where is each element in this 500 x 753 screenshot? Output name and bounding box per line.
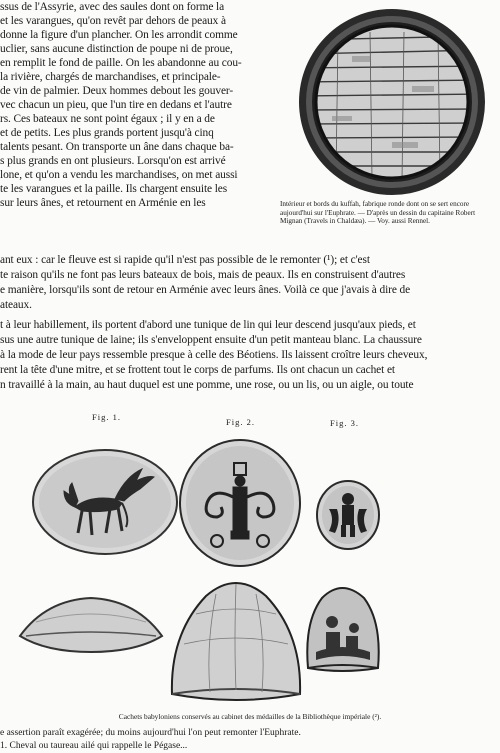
text-line: en remplit le fond de paille. On les abandonne au cou- [0,57,242,69]
text-line: sus une autre tunique de laine; ils s'enveloppent ensuite d'un petit manteau blanc. La chaussure [0,334,422,346]
text-line: ateaux. [0,299,32,311]
text-line: lone, et qu'on a vendu les marchandises, on met aussi [0,169,238,181]
figure-label: Fig. 3. [330,418,359,428]
text-line: et de petits. Les plus grands portent jusqu'à cinq [0,127,214,139]
text-line: à la mode de leur pays ressemble presque à celle des Béotiens. Ils laissent croître leurs cheveux, [0,349,428,361]
text-line: talents pesant. On transporte un âne dans chaque ba- [0,141,234,153]
text-line: de vin de palmier. Deux hommes debout les gouver- [0,85,234,97]
text-line: et les varangues, qu'on revêt par dehors de peaux à [0,15,226,27]
seal-ornate-cone-illustration [302,582,384,674]
seal-cone-illustration [166,574,306,706]
text-line: vec chacun un pieu, que l'un tire en dedans et l'autre [0,99,232,111]
text-line: ant eux : car le fleuve est si rapide qu'il n'est pas possible de le remonter (¹); et c'est [0,254,370,266]
figure-label: Fig. 2. [226,417,255,427]
plate-caption: Cachets babyloniens conservés au cabinet des médailles de la Bibliothèque impériale (²). [118,712,382,721]
text-line: n travaillé à la main, au haut duquel est une pomme, une rose, ou un lis, ou un aigle, ou toute [0,379,414,391]
seal-deity-serpents-illustration [177,437,303,569]
figure-label: Fig. 1. [92,412,121,422]
text-line: ssus de l'Assyrie, avec des saules dont on forme la [0,1,225,13]
footnote: 1. Cheval ou taureau ailé qui rappelle le Pégase... [0,741,188,751]
text-line: sur leurs ânes, et retournent en Arménie en les [0,197,206,209]
kuffah-boat-illustration [292,6,492,198]
footnote: e assertion paraît exagérée; du moins aujourd'hui l'on peut remonter l'Euphrate. [0,728,301,738]
seal-winged-animal-illustration [30,447,180,557]
text-line: rent la tête d'une mitre, et se frottent tout le corps de parfums. Ils ont chacun un cachet et [0,364,395,376]
text-line: te raison qu'ils ne font pas leurs bateaux de bois, mais de peaux. Ils en construisent d'autres [0,269,406,281]
text-line: t à leur habillement, ils portent d'abord une tunique de lin qui leur descend jusqu'aux pieds, et [0,319,416,331]
text-line: uclier, sans aucune distinction de poupe ni de proue, [0,43,233,55]
text-line: donne la figure d'un plancher. On les arrondit comme [0,29,238,41]
text-line: e manière, lorsqu'ils sont de retour en Arménie avec leurs ânes. Voilà ce que j'avais à dire de [0,284,411,296]
text-line: la rivière, chargés de marchandises, et principale- [0,71,221,83]
text-line: rs. Ces bateaux ne sont point égaux ; il y en a de [0,113,215,125]
seal-flat-dome-illustration [16,592,166,656]
text-line: te les varangues et la paille. Ils chargent ensuite les [0,183,228,195]
figure-caption: Intérieur et bords du kuffah, fabrique ronde dont on se sert encore aujourd'hui sur l'Euphrate. — D'après un dessin du capitaine Robert Mignan (Travels in Chaldæa). — Voy. aussi Rennel. [280,200,476,226]
seal-figures-illustration [315,479,381,551]
text-line: s plus grands en ont plusieurs. Lorsqu'on est arrivé [0,155,226,167]
